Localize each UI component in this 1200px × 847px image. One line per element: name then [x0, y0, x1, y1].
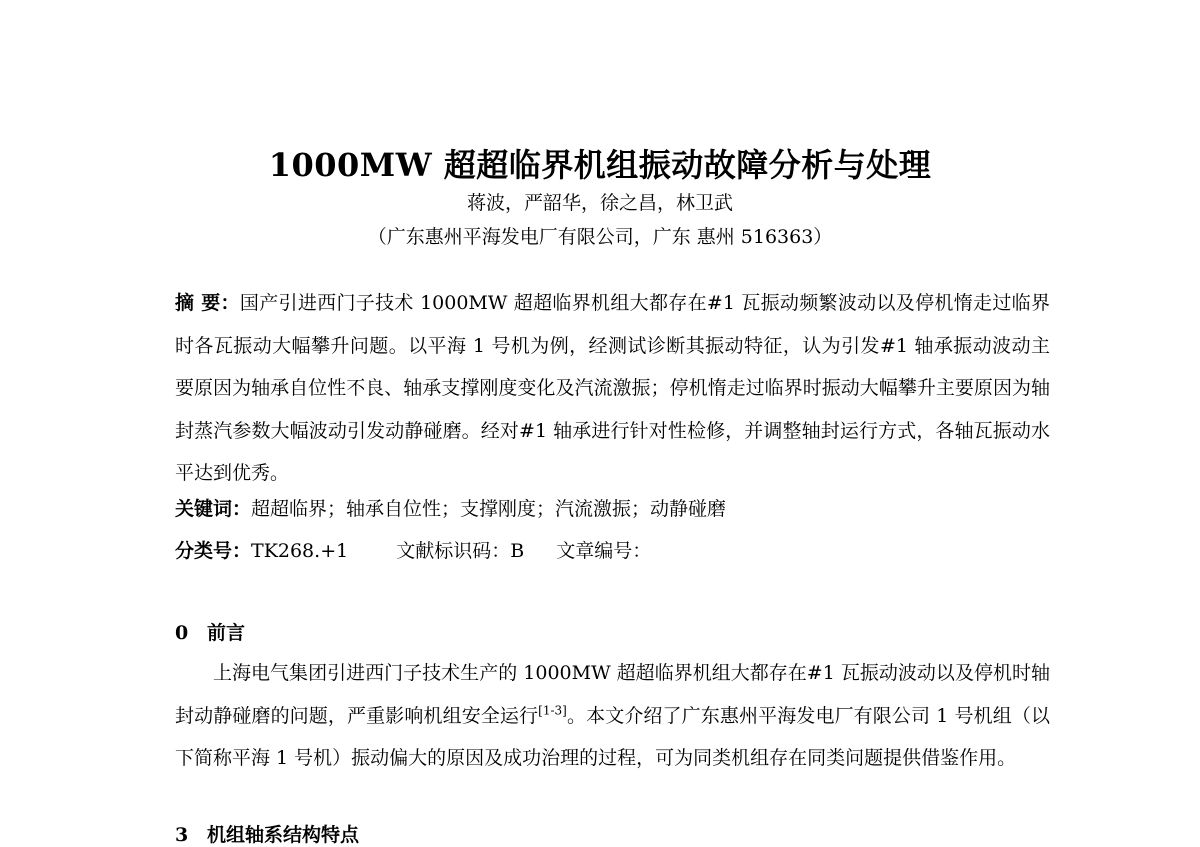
section-3-number: 3 [175, 824, 189, 846]
section-0-body [175, 652, 1050, 780]
abstract-text: 国产引进西门子技术 1000MW 超超临界机组大都存在#1 瓦振动频繁波动以及停机惰走过临界时各瓦振动大幅攀升问题。以平海 1 号机为例，经测试诊断其振动特征，认为引发#1 轴承振动波动主要原因为轴承自位性不良、轴承支撑刚度变化及汽流激振；停机惰走过临界时振动大幅攀升主要原因为轴封蒸汽参数大幅波动引发动静碰磨。经对#1 轴承进行针对性检修，并调整轴封运行方式，各轴瓦振动水平达到优秀。 [175, 292, 1050, 484]
doc-code: B [510, 540, 525, 562]
section-3-heading [175, 820, 359, 847]
author-list: 蒋波，严韶华，徐之昌，林卫武 [466, 192, 733, 214]
classification-label: 分类号： [175, 540, 252, 562]
keywords [175, 494, 726, 521]
citation-ref: [1-3] [538, 703, 567, 718]
section-0-heading [175, 618, 245, 645]
classification-line [175, 536, 651, 563]
doc-code-label: 文献标识码： [396, 540, 511, 562]
section-0-title: 前言 [207, 622, 246, 644]
article-no-label: 文章编号： [556, 540, 652, 562]
section-0-number: 0 [175, 622, 189, 644]
affiliation: （广东惠州平海发电厂有限公司，广东 惠州 516363） [367, 226, 833, 248]
intro-text-1: 上海电气集团引进西门子技术生产的 1000MW 超超临界机组大都存在#1 瓦振动波动以及停机时轴封动静碰磨的问题，严重影响机组安全运行 [175, 662, 1050, 727]
paper-title: 1000MW 超超临界机组振动故障分析与处理 [268, 146, 932, 184]
classification-value: TK268.+1 [251, 540, 349, 562]
intro-text-2: 。本文介绍了广东惠州平海发电厂有限公司 1 号机组（以下简称平海 1 号机）振动偏大的原因及成功治理的过程，可为同类机组存在同类问题提供借鉴作用。 [175, 704, 1050, 769]
abstract-label: 摘 要： [175, 292, 240, 314]
keywords-label: 关键词： [175, 498, 252, 520]
abstract [175, 282, 1050, 495]
keywords-text: 超超临界；轴承自位性；支撑刚度；汽流激振；动静碰磨 [251, 498, 727, 520]
section-3-title: 机组轴系结构特点 [207, 824, 360, 846]
